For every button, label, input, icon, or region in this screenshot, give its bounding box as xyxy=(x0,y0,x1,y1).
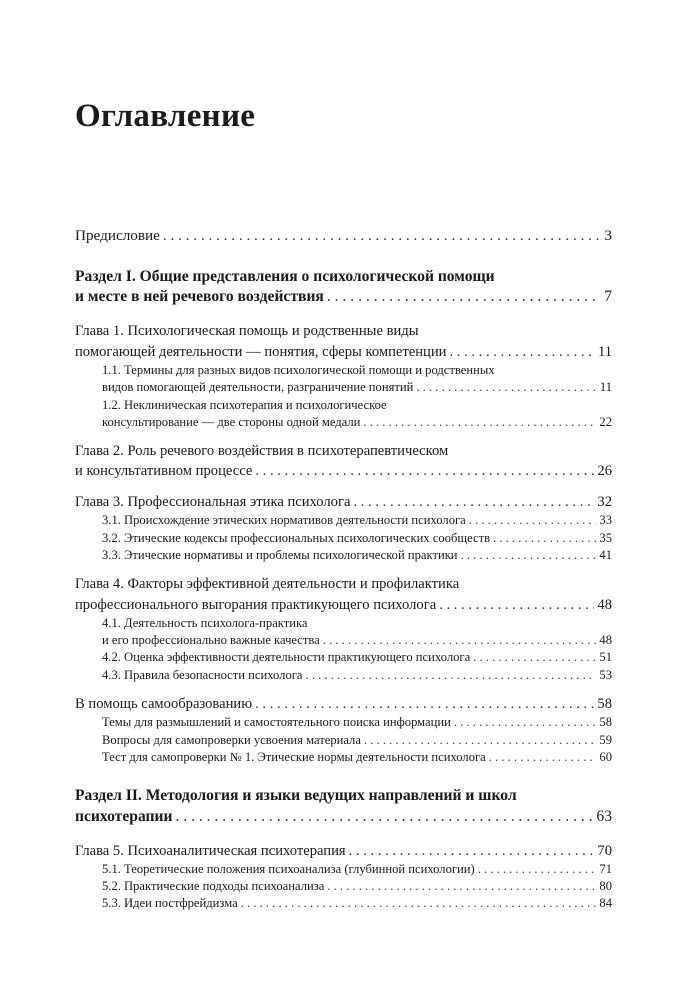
toc-entry-5-3[interactable] xyxy=(75,895,612,912)
toc-page: 11 xyxy=(597,343,612,360)
toc-entry-chapter-5[interactable] xyxy=(75,841,612,862)
toc-page: 58 xyxy=(599,715,612,730)
toc-label-line1: 1.2. Неклиническая психотерапия и психологическое xyxy=(102,397,387,412)
toc-label: 5.3. Идеи постфрейдизма xyxy=(102,896,238,911)
dot-leader xyxy=(493,530,596,547)
toc-label-line2: и консультативном процессе xyxy=(75,463,253,480)
toc-label: В помощь самообразованию xyxy=(75,695,253,712)
toc-entry-section-1[interactable] xyxy=(75,267,612,309)
toc-label: Предисловие xyxy=(75,227,160,244)
toc-entry-chapter-2[interactable] xyxy=(75,441,612,482)
dot-leader xyxy=(469,512,597,529)
toc-label-line1: 4.1. Деятельность психолога-практика xyxy=(102,616,308,631)
dot-leader xyxy=(255,694,594,715)
toc-label: 4.2. Оценка эффективности деятельности практикующего психолога xyxy=(102,650,471,665)
toc-label-line2: и месте в ней речевого воздействия xyxy=(75,288,324,306)
toc-label: Глава 3. Профессиональная этика психолога xyxy=(75,493,351,510)
toc-label-line2: и его профессионально важные качества xyxy=(102,633,320,648)
toc-label-line2: консультирование — две стороны одной медали xyxy=(102,414,361,429)
toc-entry-chapter-4[interactable] xyxy=(75,574,612,615)
toc-label: Тест для самопроверки № 1. Этические нормы деятельности психолога xyxy=(102,749,486,764)
toc-label: Темы для размышлений и самостоятельного поиска информации xyxy=(102,715,451,730)
toc-entry-self-study-test[interactable] xyxy=(75,749,612,766)
toc-label-line2: видов помогающей деятельности, разграничение понятий xyxy=(102,380,414,395)
toc-page: 84 xyxy=(599,896,612,911)
toc-page: 22 xyxy=(599,414,612,429)
toc-label-line1: Глава 1. Психологическая помощь и родственные виды xyxy=(75,323,419,340)
dot-leader xyxy=(461,547,597,564)
toc-page: 41 xyxy=(599,547,612,562)
page-title: Оглавление xyxy=(75,98,256,134)
toc-label-line1: Глава 2. Роль речевого воздействия в психотерапевтическом xyxy=(75,442,449,459)
dot-leader xyxy=(306,667,597,684)
toc-label: 5.2. Практические подходы психоанализа xyxy=(102,879,325,894)
toc-label-line2: помогающей деятельности — понятия, сферы компетенции xyxy=(75,343,447,360)
dot-leader xyxy=(175,807,593,828)
toc-page: 60 xyxy=(599,749,612,764)
dot-leader xyxy=(353,492,594,513)
dot-leader xyxy=(323,632,597,649)
toc-entry-5-1[interactable] xyxy=(75,861,612,878)
toc-entry-chapter-3[interactable] xyxy=(75,492,612,513)
toc-label-line1: Раздел II. Методология и языки ведущих направлений и школ xyxy=(75,786,517,804)
toc-entry-3-3[interactable] xyxy=(75,547,612,564)
dot-leader xyxy=(364,732,596,749)
toc-page: 53 xyxy=(599,667,612,682)
toc-label-line2: профессионального выгорания практикующего психолога xyxy=(75,596,437,613)
toc-entry-3-1[interactable] xyxy=(75,512,612,529)
dot-leader xyxy=(416,379,596,396)
toc-entry-self-study[interactable] xyxy=(75,694,612,715)
toc-entry-1-1[interactable] xyxy=(75,362,612,396)
toc-page: 7 xyxy=(604,288,612,306)
dot-leader xyxy=(241,895,597,912)
dot-leader xyxy=(327,287,601,308)
toc-page: 33 xyxy=(599,513,612,528)
toc-page: 70 xyxy=(597,842,612,859)
toc-page: 51 xyxy=(599,650,612,665)
dot-leader xyxy=(255,461,594,482)
dot-leader xyxy=(163,226,601,247)
toc-page: 26 xyxy=(597,463,612,480)
toc-entry-self-study-topics[interactable] xyxy=(75,714,612,731)
toc-entry-preface[interactable] xyxy=(75,226,612,247)
toc-entry-5-2[interactable] xyxy=(75,878,612,895)
toc-label-line1: Глава 4. Факторы эффективной деятельности и профилактика xyxy=(75,576,460,593)
dot-leader xyxy=(454,714,597,731)
dot-leader xyxy=(478,861,597,878)
toc-page: 71 xyxy=(599,862,612,877)
toc-page: 3 xyxy=(604,227,612,244)
toc-entry-chapter-1[interactable] xyxy=(75,321,612,362)
toc-entry-4-2[interactable] xyxy=(75,649,612,666)
dot-leader xyxy=(327,878,596,895)
toc-label-line1: 1.1. Термины для разных видов психологической помощи и родственных xyxy=(102,363,495,378)
toc-label: 3.2. Этические кодексы профессиональных психологических сообществ xyxy=(102,530,491,545)
toc-entry-4-1[interactable] xyxy=(75,615,612,649)
toc-label: Глава 5. Психоаналитическая психотерапия xyxy=(75,842,346,859)
toc-page: 11 xyxy=(599,380,612,395)
dot-leader xyxy=(439,595,594,616)
table-of-contents xyxy=(75,226,612,913)
toc-label: Вопросы для самопроверки усвоения материала xyxy=(102,732,361,747)
toc-label: 3.1. Происхождение этических нормативов деятельности психолога xyxy=(102,513,466,528)
toc-label-line1: Раздел I. Общие представления о психологической помощи xyxy=(75,267,495,285)
toc-entry-section-2[interactable] xyxy=(75,786,612,828)
toc-entry-self-study-questions[interactable] xyxy=(75,732,612,749)
dot-leader xyxy=(450,342,595,363)
toc-entry-4-3[interactable] xyxy=(75,667,612,684)
toc-page: 59 xyxy=(599,732,612,747)
dot-leader xyxy=(349,841,595,862)
toc-label: 4.3. Правила безопасности психолога xyxy=(102,667,303,682)
dot-leader xyxy=(363,414,596,431)
toc-page: 32 xyxy=(597,493,612,510)
toc-entry-3-2[interactable] xyxy=(75,530,612,547)
toc-entry-1-2[interactable] xyxy=(75,397,612,431)
toc-page: 35 xyxy=(599,530,612,545)
dot-leader xyxy=(489,749,597,766)
toc-label: 5.1. Теоретические положения психоанализа (глубинной психологии) xyxy=(102,862,475,877)
dot-leader xyxy=(473,649,596,666)
toc-label: 3.3. Этические нормативы и проблемы психологической практики xyxy=(102,547,458,562)
toc-label-line2: психотерапии xyxy=(75,807,173,825)
toc-page: 63 xyxy=(596,807,612,825)
toc-page: 58 xyxy=(597,695,612,712)
toc-page: 80 xyxy=(599,879,612,894)
toc-page: 48 xyxy=(597,596,612,613)
toc-page: 48 xyxy=(599,633,612,648)
